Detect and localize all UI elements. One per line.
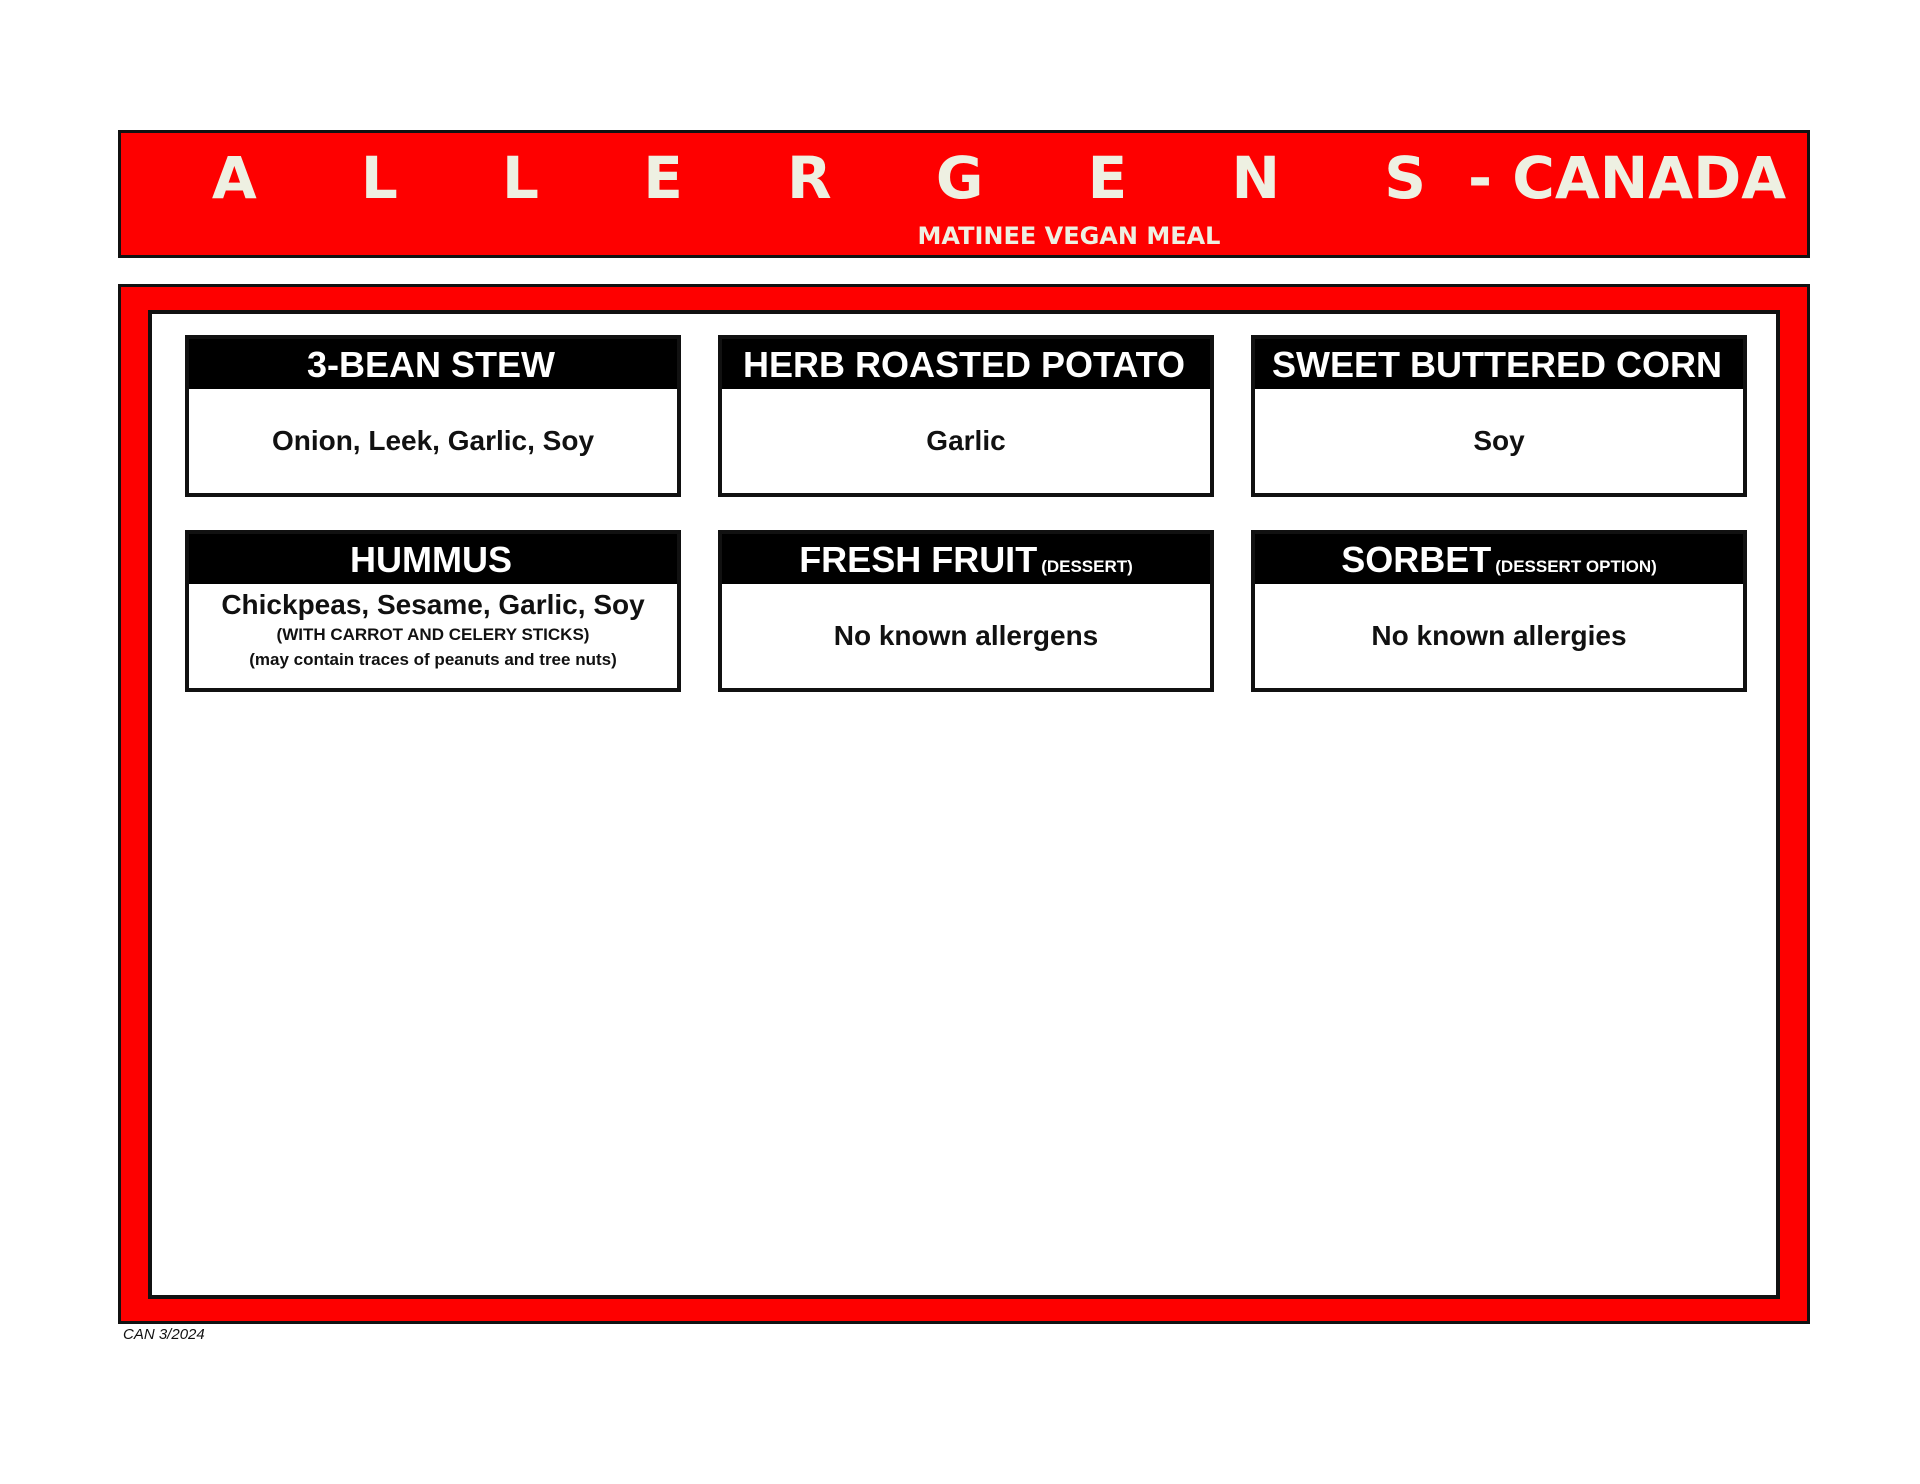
menu-item-trace-warning: (may contain traces of peanuts and tree nuts) (249, 650, 617, 669)
allergen-frame (118, 284, 1810, 1324)
menu-item-body (722, 389, 1210, 493)
allergen-panel (148, 310, 1780, 1299)
menu-item-body (1255, 389, 1743, 493)
menu-item-name: SWEET BUTTERED CORN (1272, 344, 1722, 385)
menu-item-allergens: No known allergies (1371, 620, 1627, 651)
menu-item-name: HERB ROASTED POTATO (742, 344, 1186, 385)
menu-item-name: FRESH FRUIT (799, 539, 1038, 580)
menu-item-header (1255, 339, 1743, 389)
menu-item-allergens: No known allergens (833, 620, 1099, 651)
menu-item-card (718, 530, 1214, 692)
menu-item-allergens: Garlic (926, 425, 1006, 456)
menu-item-body (722, 584, 1210, 688)
page-subtitle: MATINEE VEGAN MEAL (917, 222, 1221, 250)
menu-item-header (722, 534, 1210, 584)
menu-item-name: 3-BEAN STEW (306, 344, 555, 385)
menu-item-body (189, 389, 677, 493)
menu-item-header (189, 339, 677, 389)
menu-item-name: SORBET (1341, 539, 1492, 580)
menu-item-header (189, 534, 677, 584)
menu-item-serving-note: (WITH CARROT AND CELERY STICKS) (276, 625, 590, 644)
menu-item-card (718, 335, 1214, 497)
document-code: CAN 3/2024 (123, 1326, 205, 1343)
menu-item-note: (DESSERT OPTION) (1495, 557, 1657, 576)
menu-item-note: (DESSERT) (1041, 557, 1133, 576)
title-spaced: A L L E R G E N S (211, 144, 1468, 212)
menu-item-allergens: Soy (1473, 425, 1525, 456)
header-banner (118, 130, 1810, 258)
title-rest: - CANADA (1467, 144, 1787, 212)
menu-item-card (185, 530, 681, 692)
menu-item-card (1251, 530, 1747, 692)
menu-item-header (1255, 534, 1743, 584)
menu-item-allergens: Onion, Leek, Garlic, Soy (271, 425, 595, 456)
menu-item-body (1255, 584, 1743, 688)
page-title (121, 143, 1807, 213)
menu-item-header (722, 339, 1210, 389)
menu-item-card (185, 335, 681, 497)
menu-item-body (189, 584, 677, 688)
menu-item-card (1251, 335, 1747, 497)
menu-item-name: HUMMUS (350, 539, 512, 580)
menu-item-allergens: Chickpeas, Sesame, Garlic, Soy (221, 589, 645, 620)
